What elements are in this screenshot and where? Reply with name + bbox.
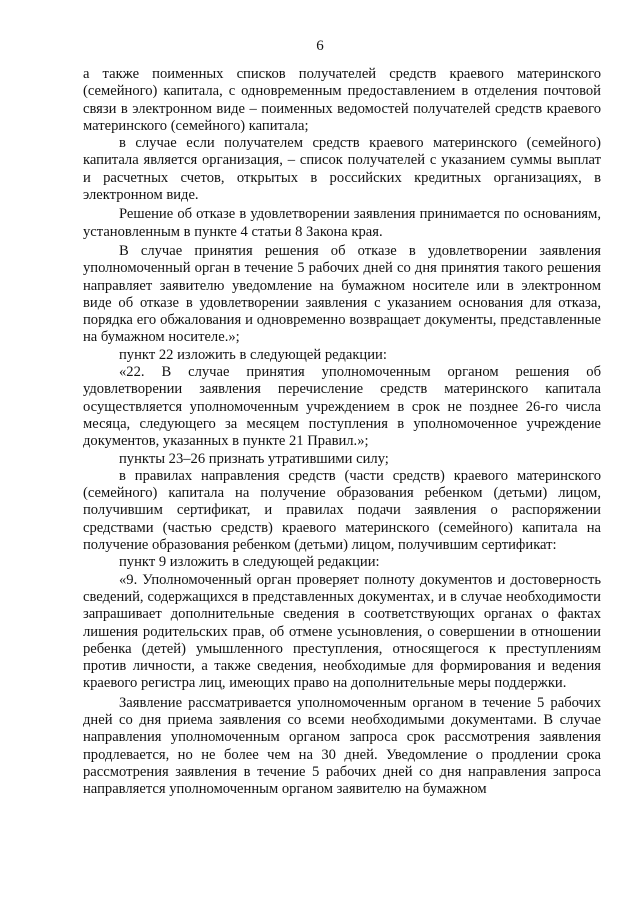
paragraph-clause-22-intro: пункт 22 изложить в следующей редакции: [119, 346, 387, 363]
paragraph-clause-9: «9. Уполномоченный орган проверяет полноту документов и достоверность сведений, содержащихся в представленных документах, и в случае необходимости запрашивает дополнительные сведения в соответствующих органах о фактах лишения родительских прав, об отмене усыновления, о совершении в отношении ребенка (детей) умышленного преступления, относящегося к преступлениям против личности, а также сведения, необходимые для формирования и ведения краевого регистра лиц, имеющих право на дополнительные меры поддержки. [83, 571, 601, 692]
document-body [83, 66, 601, 798]
paragraph-education-rules: в правилах направления средств (части средств) краевого материнского (семейного) капитала на получение образования ребенком (детьми) лицом, получившим сертификат, и правилах подачи заявления о распоряжении средствами (частью средств) краевого материнского (семейного) капитала на получение образования ребенком (детьми) лицом, получившим сертификат: [83, 467, 601, 554]
paragraph-continuation: а также поименных списков получателей средств краевого материнского (семейного) капитала, с одновременным предоставлением в отделения почтовой связи в электронном виде – поименных ведомостей получателей средств краевого материнского (семейного) капитала; [83, 66, 601, 134]
paragraph-clause-9-intro: пункт 9 изложить в следующей редакции: [119, 554, 380, 571]
paragraph-review-period: Заявление рассматривается уполномоченным органом в течение 5 рабочих дней со дня приема заявления со всеми необходимыми документами. В случае направления уполномоченным органом запроса срок рассмотрения заявления продлевается, но не более чем на 30 дней. Уведомление о продлении срока рассмотрения заявления в течение 5 рабочих дней со дня направления запроса направляется уполномоченным органом заявителю на бумажном [83, 694, 601, 798]
paragraph-clause-22: «22. В случае принятия уполномоченным органом решения об удовлетворении заявления перечисление средств материнского капитала осуществляется уполномоченным учреждением в срок не позднее 26-го числа месяца, следующего за месяцем поступления в уполномоченное учреждение документов, указанных в пункте 21 Правил.»; [83, 364, 601, 450]
page-number: 6 [316, 38, 324, 54]
paragraph-organization-list: в случае если получателем средств краевого материнского (семейного) капитала является организация, – список получателей с указанием суммы выплат и расчетных счетов, открытых в российских кредитных организациях, в электронном виде. [83, 135, 601, 204]
paragraph-refusal-notice: В случае принятия решения об отказе в удовлетворении заявления уполномоченный орган в течение 5 рабочих дней со дня принятия такого решения направляет заявителю уведомление на бумажном носителе или в электронном виде об отказе в удовлетворении заявления с указанием основания для отказа, порядка его обжалования и одновременно возвращает документы, представленные на бумажном носителе.»; [83, 242, 601, 346]
paragraph-refusal-grounds: Решение об отказе в удовлетворении заявления принимается по основаниям, установленным в пункте 4 статьи 8 Закона края. [83, 206, 601, 240]
paragraph-clauses-23-26: пункты 23–26 признать утратившими силу; [119, 450, 389, 467]
